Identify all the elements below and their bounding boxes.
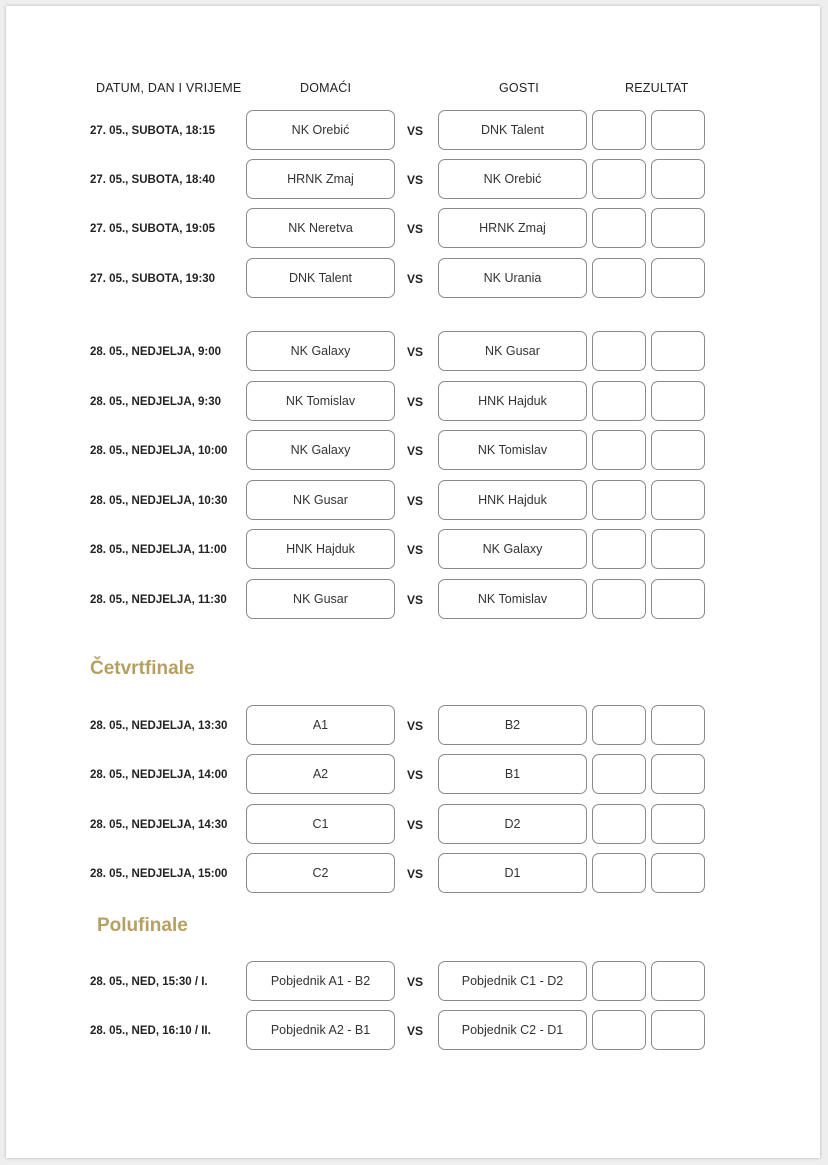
- vs-label: VS: [407, 395, 424, 409]
- away-score-box[interactable]: [651, 961, 705, 1001]
- home-score-box[interactable]: [592, 159, 646, 199]
- match-row: [0, 381, 828, 425]
- match-date: 27. 05., SUBOTA, 18:40: [90, 174, 216, 186]
- home-score-box[interactable]: [592, 1010, 646, 1050]
- away-score-box[interactable]: [651, 480, 705, 520]
- match-date: 27. 05., SUBOTA, 19:05: [90, 223, 216, 235]
- match-date: 28. 05., NED, 15:30 / I.: [90, 976, 208, 988]
- away-score-box[interactable]: [651, 159, 705, 199]
- match-date: 28. 05., NEDJELJA, 9:00: [90, 346, 222, 358]
- vs-label: VS: [407, 124, 424, 138]
- vs-label: VS: [407, 272, 424, 286]
- home-team: A1: [246, 705, 395, 745]
- vs-label: VS: [407, 345, 424, 359]
- match-row: [0, 529, 828, 573]
- away-score-box[interactable]: [651, 754, 705, 794]
- home-score-box[interactable]: [592, 208, 646, 248]
- away-score-box[interactable]: [651, 579, 705, 619]
- match-row: [0, 804, 828, 848]
- home-score-box[interactable]: [592, 705, 646, 745]
- match-date: 28. 05., NEDJELJA, 15:00: [90, 868, 228, 880]
- home-team: NK Orebić: [246, 110, 395, 150]
- vs-label: VS: [407, 1024, 424, 1038]
- home-team: DNK Talent: [246, 258, 395, 298]
- match-row: [0, 1010, 828, 1054]
- match-row: [0, 208, 828, 252]
- match-date: 27. 05., SUBOTA, 19:30: [90, 273, 216, 285]
- home-score-box[interactable]: [592, 480, 646, 520]
- vs-label: VS: [407, 543, 424, 557]
- home-team: HNK Hajduk: [246, 529, 395, 569]
- home-team: NK Galaxy: [246, 430, 395, 470]
- away-team: D1: [438, 853, 587, 893]
- vs-label: VS: [407, 173, 424, 187]
- home-team: C1: [246, 804, 395, 844]
- vs-label: VS: [407, 719, 424, 733]
- match-row: [0, 853, 828, 897]
- home-score-box[interactable]: [592, 961, 646, 1001]
- match-row: [0, 331, 828, 375]
- home-team: Pobjednik A2 - B1: [246, 1010, 395, 1050]
- match-date: 28. 05., NEDJELJA, 10:00: [90, 445, 228, 457]
- home-team: NK Tomislav: [246, 381, 395, 421]
- match-row: [0, 159, 828, 203]
- header-result: REZULTAT: [625, 81, 689, 95]
- home-score-box[interactable]: [592, 529, 646, 569]
- away-score-box[interactable]: [651, 853, 705, 893]
- header-date: DATUM, DAN I VRIJEME: [96, 81, 242, 95]
- home-score-box[interactable]: [592, 110, 646, 150]
- home-score-box[interactable]: [592, 430, 646, 470]
- vs-label: VS: [407, 975, 424, 989]
- match-date: 28. 05., NEDJELJA, 13:30: [90, 720, 228, 732]
- home-score-box[interactable]: [592, 381, 646, 421]
- match-row: [0, 579, 828, 623]
- away-team: NK Tomislav: [438, 579, 587, 619]
- match-date: 28. 05., NEDJELJA, 14:00: [90, 769, 228, 781]
- away-team: NK Urania: [438, 258, 587, 298]
- header-away: GOSTI: [499, 81, 539, 95]
- match-row: [0, 110, 828, 154]
- home-team: A2: [246, 754, 395, 794]
- home-team: Pobjednik A1 - B2: [246, 961, 395, 1001]
- away-score-box[interactable]: [651, 430, 705, 470]
- home-team: NK Galaxy: [246, 331, 395, 371]
- match-date: 28. 05., NEDJELJA, 11:30: [90, 594, 227, 606]
- match-row: [0, 754, 828, 798]
- away-score-box[interactable]: [651, 381, 705, 421]
- away-score-box[interactable]: [651, 1010, 705, 1050]
- away-team: DNK Talent: [438, 110, 587, 150]
- away-team: D2: [438, 804, 587, 844]
- section-title-semifinal: Polufinale: [97, 915, 188, 936]
- match-row: [0, 258, 828, 302]
- home-score-box[interactable]: [592, 331, 646, 371]
- vs-label: VS: [407, 444, 424, 458]
- away-team: NK Orebić: [438, 159, 587, 199]
- away-team: Pobjednik C1 - D2: [438, 961, 587, 1001]
- vs-label: VS: [407, 768, 424, 782]
- away-team: NK Gusar: [438, 331, 587, 371]
- vs-label: VS: [407, 593, 424, 607]
- away-team: HRNK Zmaj: [438, 208, 587, 248]
- match-date: 28. 05., NEDJELJA, 9:30: [90, 396, 222, 408]
- match-date: 28. 05., NEDJELJA, 14:30: [90, 819, 228, 831]
- away-score-box[interactable]: [651, 804, 705, 844]
- section-title-quarterfinal: Četvrtfinale: [90, 658, 195, 679]
- home-score-box[interactable]: [592, 579, 646, 619]
- home-team: NK Neretva: [246, 208, 395, 248]
- match-date: 28. 05., NEDJELJA, 11:00: [90, 544, 227, 556]
- vs-label: VS: [407, 494, 424, 508]
- away-score-box[interactable]: [651, 529, 705, 569]
- match-date: 28. 05., NED, 16:10 / II.: [90, 1025, 211, 1037]
- away-score-box[interactable]: [651, 208, 705, 248]
- match-row: [0, 430, 828, 474]
- away-score-box[interactable]: [651, 331, 705, 371]
- away-team: B2: [438, 705, 587, 745]
- away-score-box[interactable]: [651, 110, 705, 150]
- match-date: 27. 05., SUBOTA, 18:15: [90, 125, 216, 137]
- match-date: 28. 05., NEDJELJA, 10:30: [90, 495, 228, 507]
- away-team: B1: [438, 754, 587, 794]
- vs-label: VS: [407, 867, 424, 881]
- match-row: [0, 480, 828, 524]
- home-score-box[interactable]: [592, 258, 646, 298]
- home-team: NK Gusar: [246, 480, 395, 520]
- vs-label: VS: [407, 222, 424, 236]
- away-score-box[interactable]: [651, 705, 705, 745]
- match-row: [0, 705, 828, 749]
- home-team: C2: [246, 853, 395, 893]
- away-team: HNK Hajduk: [438, 381, 587, 421]
- header-home: DOMAĆI: [300, 81, 352, 95]
- home-team: HRNK Zmaj: [246, 159, 395, 199]
- vs-label: VS: [407, 818, 424, 832]
- home-team: NK Gusar: [246, 579, 395, 619]
- away-score-box[interactable]: [651, 258, 705, 298]
- home-score-box[interactable]: [592, 754, 646, 794]
- away-team: HNK Hajduk: [438, 480, 587, 520]
- home-score-box[interactable]: [592, 804, 646, 844]
- home-score-box[interactable]: [592, 853, 646, 893]
- away-team: Pobjednik C2 - D1: [438, 1010, 587, 1050]
- match-row: [0, 961, 828, 1005]
- away-team: NK Galaxy: [438, 529, 587, 569]
- away-team: NK Tomislav: [438, 430, 587, 470]
